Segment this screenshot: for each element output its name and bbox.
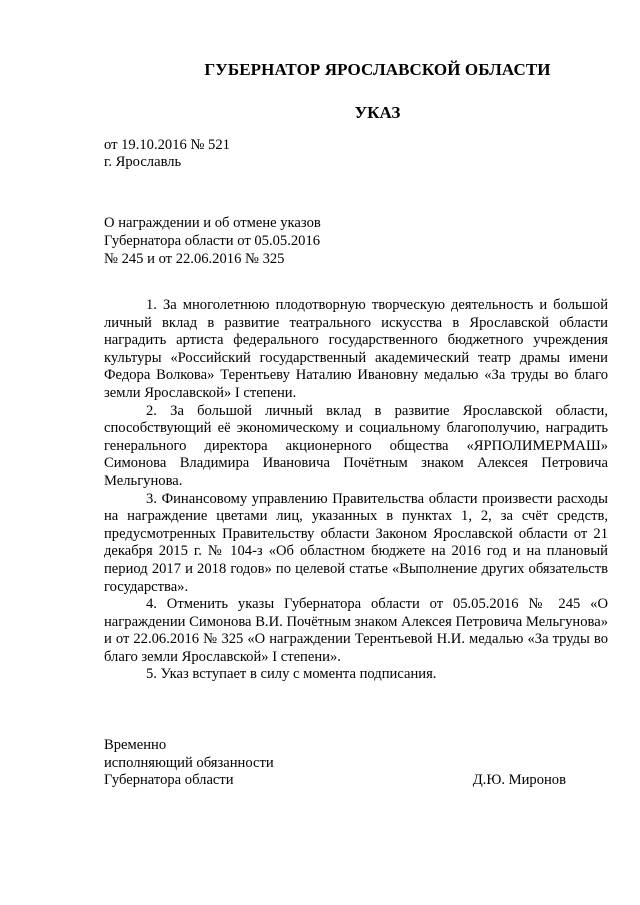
signatory-title-line: Губернатора области [104, 772, 234, 789]
decree-subject [104, 214, 364, 268]
governor-title: ГУБЕРНАТОР ЯРОСЛАВСКОЙ ОБЛАСТИ [204, 60, 551, 79]
decree-city: г. Ярославль [104, 154, 182, 170]
subject-line: Губернатора области от 05.05.2016 [104, 233, 321, 249]
decree-date-number: от 19.10.2016 № 521 [104, 137, 230, 153]
signatory-title-line: исполняющий обязанности [104, 754, 274, 771]
signatory-row [104, 772, 608, 790]
decree-paragraph-1: 1. За многолетнюю плодотворную творческую деятельность и большой личный вклад в развитие театрального искусства в Ярославской области наградить артиста федерального государственного бюджетного учреждения культуры «Российский государственный академический театр драмы имени Федора Волкова» Терентьеву Наталию Ивановну медалью «За труды во благо земли Ярославской» I степени. [104, 297, 608, 401]
subject-line: О награждении и об отмене указов [104, 215, 321, 231]
decree-body [104, 297, 608, 684]
decree-paragraph-4: 4. Отменить указы Губернатора области от 05.05.2016 № 245 «О награждении Симонова В.И. Почётным знаком Алексея Петровича Мельгунова» и от 22.06.2016 № 325 «О награждении Терентьевой Н.И. медалью «За труды во благо земли Ярославской» I степени». [104, 596, 608, 665]
subject-line: № 245 и от 22.06.2016 № 325 [104, 251, 285, 267]
signature-block [104, 737, 608, 790]
decree-paragraph-2: 2. За большой личный вклад в развитие Ярославской области, способствующий её экономическому и социальному благополучию, наградить генерального директора акционерного общества «ЯРПОЛИМЕРМАШ» Симонова Владимира Ивановича Почётным знаком Алексея Петровича Мельгунова. [104, 402, 608, 489]
decree-title: УКАЗ [354, 103, 401, 122]
decree-paragraph-5: 5. Указ вступает в силу с момента подписания. [146, 666, 437, 683]
decree-paragraph-3: 3. Финансовому управлению Правительства области произвести расходы на награждение цветами лиц, указанных в пунктах 1, 2, за счёт средств, предусмотренных Правительству области Законом Ярославской области от 21 декабря 2015 г. № 104-з «Об областном бюджете на 2016 год и на плановый период 2017 и 2018 годов» по целевой статье «Выполнение других обязательств государства». [104, 490, 608, 595]
signatory-name: Д.Ю. Миронов [472, 772, 566, 789]
signatory-title-line: Временно [104, 737, 167, 753]
